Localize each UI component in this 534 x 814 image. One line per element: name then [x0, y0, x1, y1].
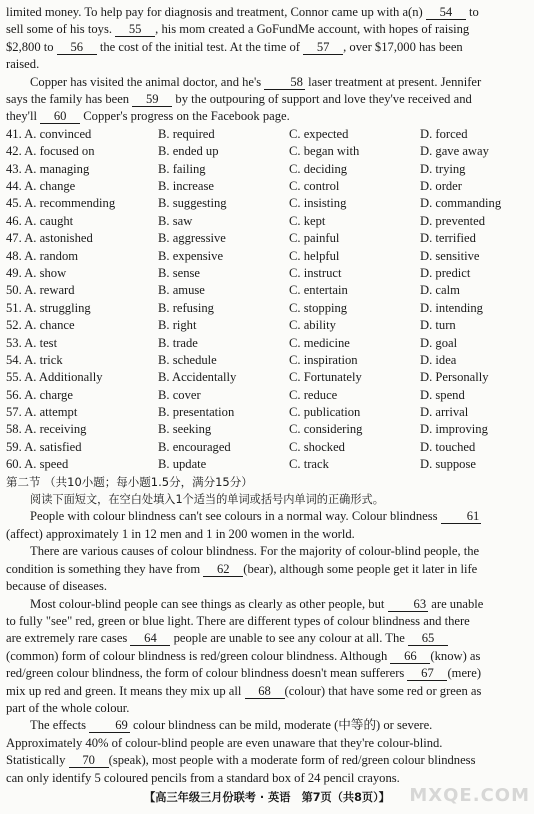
option-d[interactable]: D. sensitive — [420, 248, 480, 263]
option-b[interactable]: B. aggressive — [158, 231, 226, 246]
passage-line: red/green colour blindness, the form of colour blindness doesn't mean sufferers 67 (mere) — [6, 666, 482, 681]
option-row — [6, 195, 528, 212]
option-a[interactable]: 53. A. test — [6, 335, 58, 350]
option-d[interactable]: D. goal — [420, 335, 458, 350]
option-a[interactable]: 42. A. focused on — [6, 144, 95, 159]
option-a[interactable]: 41. A. convinced — [6, 126, 92, 141]
option-d[interactable]: D. predict — [420, 265, 471, 280]
option-row — [6, 421, 528, 438]
option-row — [6, 352, 528, 369]
option-a[interactable]: 45. A. recommending — [6, 196, 116, 211]
blank-63[interactable]: 63 — [388, 598, 429, 612]
section-title: 第二节 （共10小题；每小题1.5分，满分15分） — [6, 474, 253, 489]
blank-58[interactable]: 58 — [264, 76, 305, 90]
option-d[interactable]: D. turn — [420, 318, 456, 333]
blank-61[interactable]: 61 — [441, 510, 482, 524]
option-a[interactable]: 60. A. speed — [6, 457, 69, 472]
option-row — [6, 126, 528, 143]
option-c[interactable]: C. considering — [289, 422, 363, 437]
option-b[interactable]: B. saw — [158, 213, 193, 228]
blank-55[interactable]: 55 — [115, 23, 155, 37]
option-a[interactable]: 43. A. managing — [6, 161, 90, 176]
blank-64[interactable]: 64 — [130, 632, 170, 646]
option-c[interactable]: C. kept — [289, 213, 326, 228]
option-d[interactable]: D. intending — [420, 300, 483, 315]
passage-line: There are various causes of colour blindness. For the majority of colour-blind people, the — [30, 544, 480, 559]
option-a[interactable]: 46. A. caught — [6, 213, 74, 228]
option-c[interactable]: C. publication — [289, 405, 361, 420]
option-c[interactable]: C. reduce — [289, 387, 338, 402]
option-d[interactable]: D. suppose — [420, 457, 476, 472]
blank-57[interactable]: 57 — [303, 41, 343, 55]
passage-line: (affect) approximately 1 in 12 men and 1 in 200 women in the world. — [6, 526, 355, 541]
option-b[interactable]: B. suggesting — [158, 196, 227, 211]
option-row — [6, 230, 528, 247]
page-footer: 【高三年级三月份联考 · 英语 第7页（共8页）】 — [144, 790, 390, 804]
option-a[interactable]: 57. A. attempt — [6, 405, 78, 420]
passage-line: mix up red and green. It means they mix up all 68 (colour) that have some red or green as — [6, 683, 482, 698]
passage-line: Most colour-blind people can see things as clearly as other people, but 63 are unable — [30, 596, 484, 611]
blank-59[interactable]: 59 — [132, 93, 172, 107]
option-d[interactable]: D. commanding — [420, 196, 502, 211]
option-row — [6, 404, 528, 421]
option-d[interactable]: D. arrival — [420, 405, 469, 420]
option-row — [6, 335, 528, 352]
option-d[interactable]: D. improving — [420, 422, 488, 437]
blank-56[interactable]: 56 — [57, 41, 97, 55]
passage-line: because of diseases. — [6, 579, 108, 594]
option-a[interactable]: 50. A. reward — [6, 283, 75, 298]
option-c[interactable]: C. shocked — [289, 439, 345, 454]
blank-70[interactable]: 70 — [69, 754, 109, 768]
option-b[interactable]: B. seeking — [158, 422, 212, 437]
option-a[interactable]: 54. A. trick — [6, 352, 63, 367]
option-row — [6, 265, 528, 282]
option-a[interactable]: 49. A. show — [6, 265, 67, 280]
option-c[interactable]: C. ability — [289, 318, 336, 333]
option-c[interactable]: C. instruct — [289, 265, 342, 280]
option-c[interactable]: C. insisting — [289, 196, 347, 211]
option-row — [6, 456, 528, 473]
passage-line: $2,800 to 56 the cost of the initial test. At the time of 57 , over $17,000 has been — [6, 39, 463, 54]
passage-line: Approximately 40% of colour-blind people are even unaware that they're colour-blind. — [6, 735, 443, 750]
option-c[interactable]: C. expected — [289, 126, 349, 141]
option-b[interactable]: B. encouraged — [158, 439, 231, 454]
option-row — [6, 439, 528, 456]
passage-line: condition is something they have from 62 (bear), although some people get it later in life — [6, 561, 478, 576]
option-b[interactable]: B. update — [158, 457, 207, 472]
option-d[interactable]: D. idea — [420, 352, 457, 367]
option-c[interactable]: C. track — [289, 457, 329, 472]
option-c[interactable]: C. stopping — [289, 300, 348, 315]
option-row — [6, 143, 528, 160]
option-c[interactable]: C. control — [289, 179, 340, 194]
option-a[interactable]: 52. A. chance — [6, 318, 75, 333]
passage-line: limited money. To help pay for diagnosis and treatment, Connor came up with a(n) 54 to — [6, 5, 479, 19]
option-b[interactable]: B. ended up — [158, 144, 219, 159]
passage-line: are extremely rare cases 64 people are unable to see any colour at all. The 65 — [6, 630, 528, 647]
option-row — [6, 369, 528, 386]
option-d[interactable]: D. Personally — [420, 370, 489, 385]
option-b[interactable]: B. Accidentally — [158, 370, 237, 385]
option-c[interactable]: C. medicine — [289, 335, 350, 350]
option-a[interactable]: 55. A. Additionally — [6, 370, 103, 385]
passage-line: says the family has been 59 by the outpouring of support and love they've received and — [6, 92, 472, 107]
passage-line: part of the whole colour. — [6, 700, 130, 715]
blank-69[interactable]: 69 — [89, 719, 130, 733]
option-c[interactable]: C. deciding — [289, 161, 348, 176]
passage-line: to fully "see" red, green or blue light. There are different types of colour blindness and there — [6, 613, 470, 628]
blank-65[interactable]: 65 — [408, 632, 448, 646]
option-a[interactable]: 58. A. receiving — [6, 422, 87, 437]
option-b[interactable]: B. refusing — [158, 300, 214, 315]
option-c[interactable]: C. entertain — [289, 283, 348, 298]
passage-line: Statistically 70 (speak), most people with a moderate form of red/green colour blindness — [6, 753, 476, 768]
section-instruction: 阅读下面短文，在空白处填入1个适当的单词或括号内单词的正确形式。 — [30, 493, 384, 507]
option-d[interactable]: D. trying — [420, 161, 466, 176]
blank-62[interactable]: 62 — [203, 563, 243, 577]
blank-68[interactable]: 68 — [245, 685, 285, 699]
option-row — [6, 178, 528, 195]
option-a[interactable]: 59. A. satisfied — [6, 439, 82, 454]
passage-line: can only identify 5 coloured pencils from a standard box of 24 pencil crayons. — [6, 770, 400, 785]
option-b[interactable]: B. cover — [158, 387, 201, 402]
options-list — [6, 126, 528, 474]
option-a[interactable]: 44. A. change — [6, 179, 76, 194]
option-row — [6, 161, 528, 178]
blank-60[interactable]: 60 — [40, 110, 80, 124]
cloze-passage — [6, 4, 528, 126]
watermark-logo: MXQE.COM — [409, 784, 530, 806]
option-row — [6, 317, 528, 334]
option-a[interactable]: 48. A. random — [6, 248, 79, 263]
option-a[interactable]: 47. A. astonished — [6, 231, 93, 246]
grammar-passage — [6, 508, 528, 787]
option-b[interactable]: B. sense — [158, 265, 200, 280]
option-d[interactable]: D. order — [420, 179, 462, 194]
option-d[interactable]: D. spend — [420, 387, 465, 402]
passage-line: Copper has visited the animal doctor, and he's 58 laser treatment at present. Jennifer — [30, 74, 482, 89]
option-row — [6, 248, 528, 265]
blank-67[interactable]: 67 — [407, 667, 447, 681]
option-b[interactable]: B. right — [158, 318, 197, 333]
blank-66[interactable]: 66 — [390, 650, 430, 664]
option-c[interactable]: C. began with — [289, 144, 360, 159]
option-b[interactable]: B. presentation — [158, 405, 235, 420]
option-c[interactable]: C. inspiration — [289, 352, 358, 367]
option-d[interactable]: D. prevented — [420, 213, 486, 228]
option-b[interactable]: B. increase — [158, 179, 214, 194]
option-b[interactable]: B. required — [158, 126, 215, 141]
option-d[interactable]: D. touched — [420, 439, 476, 454]
option-a[interactable]: 51. A. struggling — [6, 300, 91, 315]
option-d[interactable]: D. forced — [420, 126, 468, 141]
passage-line: they'll 60 Copper's progress on the Facebook page. — [6, 109, 290, 124]
option-d[interactable]: D. calm — [420, 283, 460, 298]
option-c[interactable]: C. painful — [289, 231, 340, 246]
passage-line: People with colour blindness can't see colours in a normal way. Colour blindness 61 — [30, 509, 480, 524]
option-b[interactable]: B. schedule — [158, 352, 217, 367]
option-a[interactable]: 56. A. charge — [6, 387, 73, 402]
option-row — [6, 282, 528, 299]
option-c[interactable]: C. Fortunately — [289, 370, 362, 385]
blank-54[interactable]: 54 — [426, 6, 466, 20]
option-row — [6, 387, 528, 404]
passage-line: raised. — [6, 57, 40, 72]
option-d[interactable]: D. gave away — [420, 144, 489, 159]
option-b[interactable]: B. amuse — [158, 283, 205, 298]
option-b[interactable]: B. expensive — [158, 248, 224, 263]
passage-line: sell some of his toys. 55 , his mom created a GoFundMe account, with hopes of raising — [6, 22, 470, 37]
option-d[interactable]: D. terrified — [420, 231, 476, 246]
option-row — [6, 300, 528, 317]
option-b[interactable]: B. trade — [158, 335, 198, 350]
passage-line: The effects 69 colour blindness can be mild, moderate (中等的) or severe. — [30, 718, 433, 733]
option-row — [6, 213, 528, 230]
option-c[interactable]: C. helpful — [289, 248, 340, 263]
passage-line: (common) form of colour blindness is red/green colour blindness. Although 66 (know) as — [6, 648, 481, 663]
option-b[interactable]: B. failing — [158, 161, 206, 176]
